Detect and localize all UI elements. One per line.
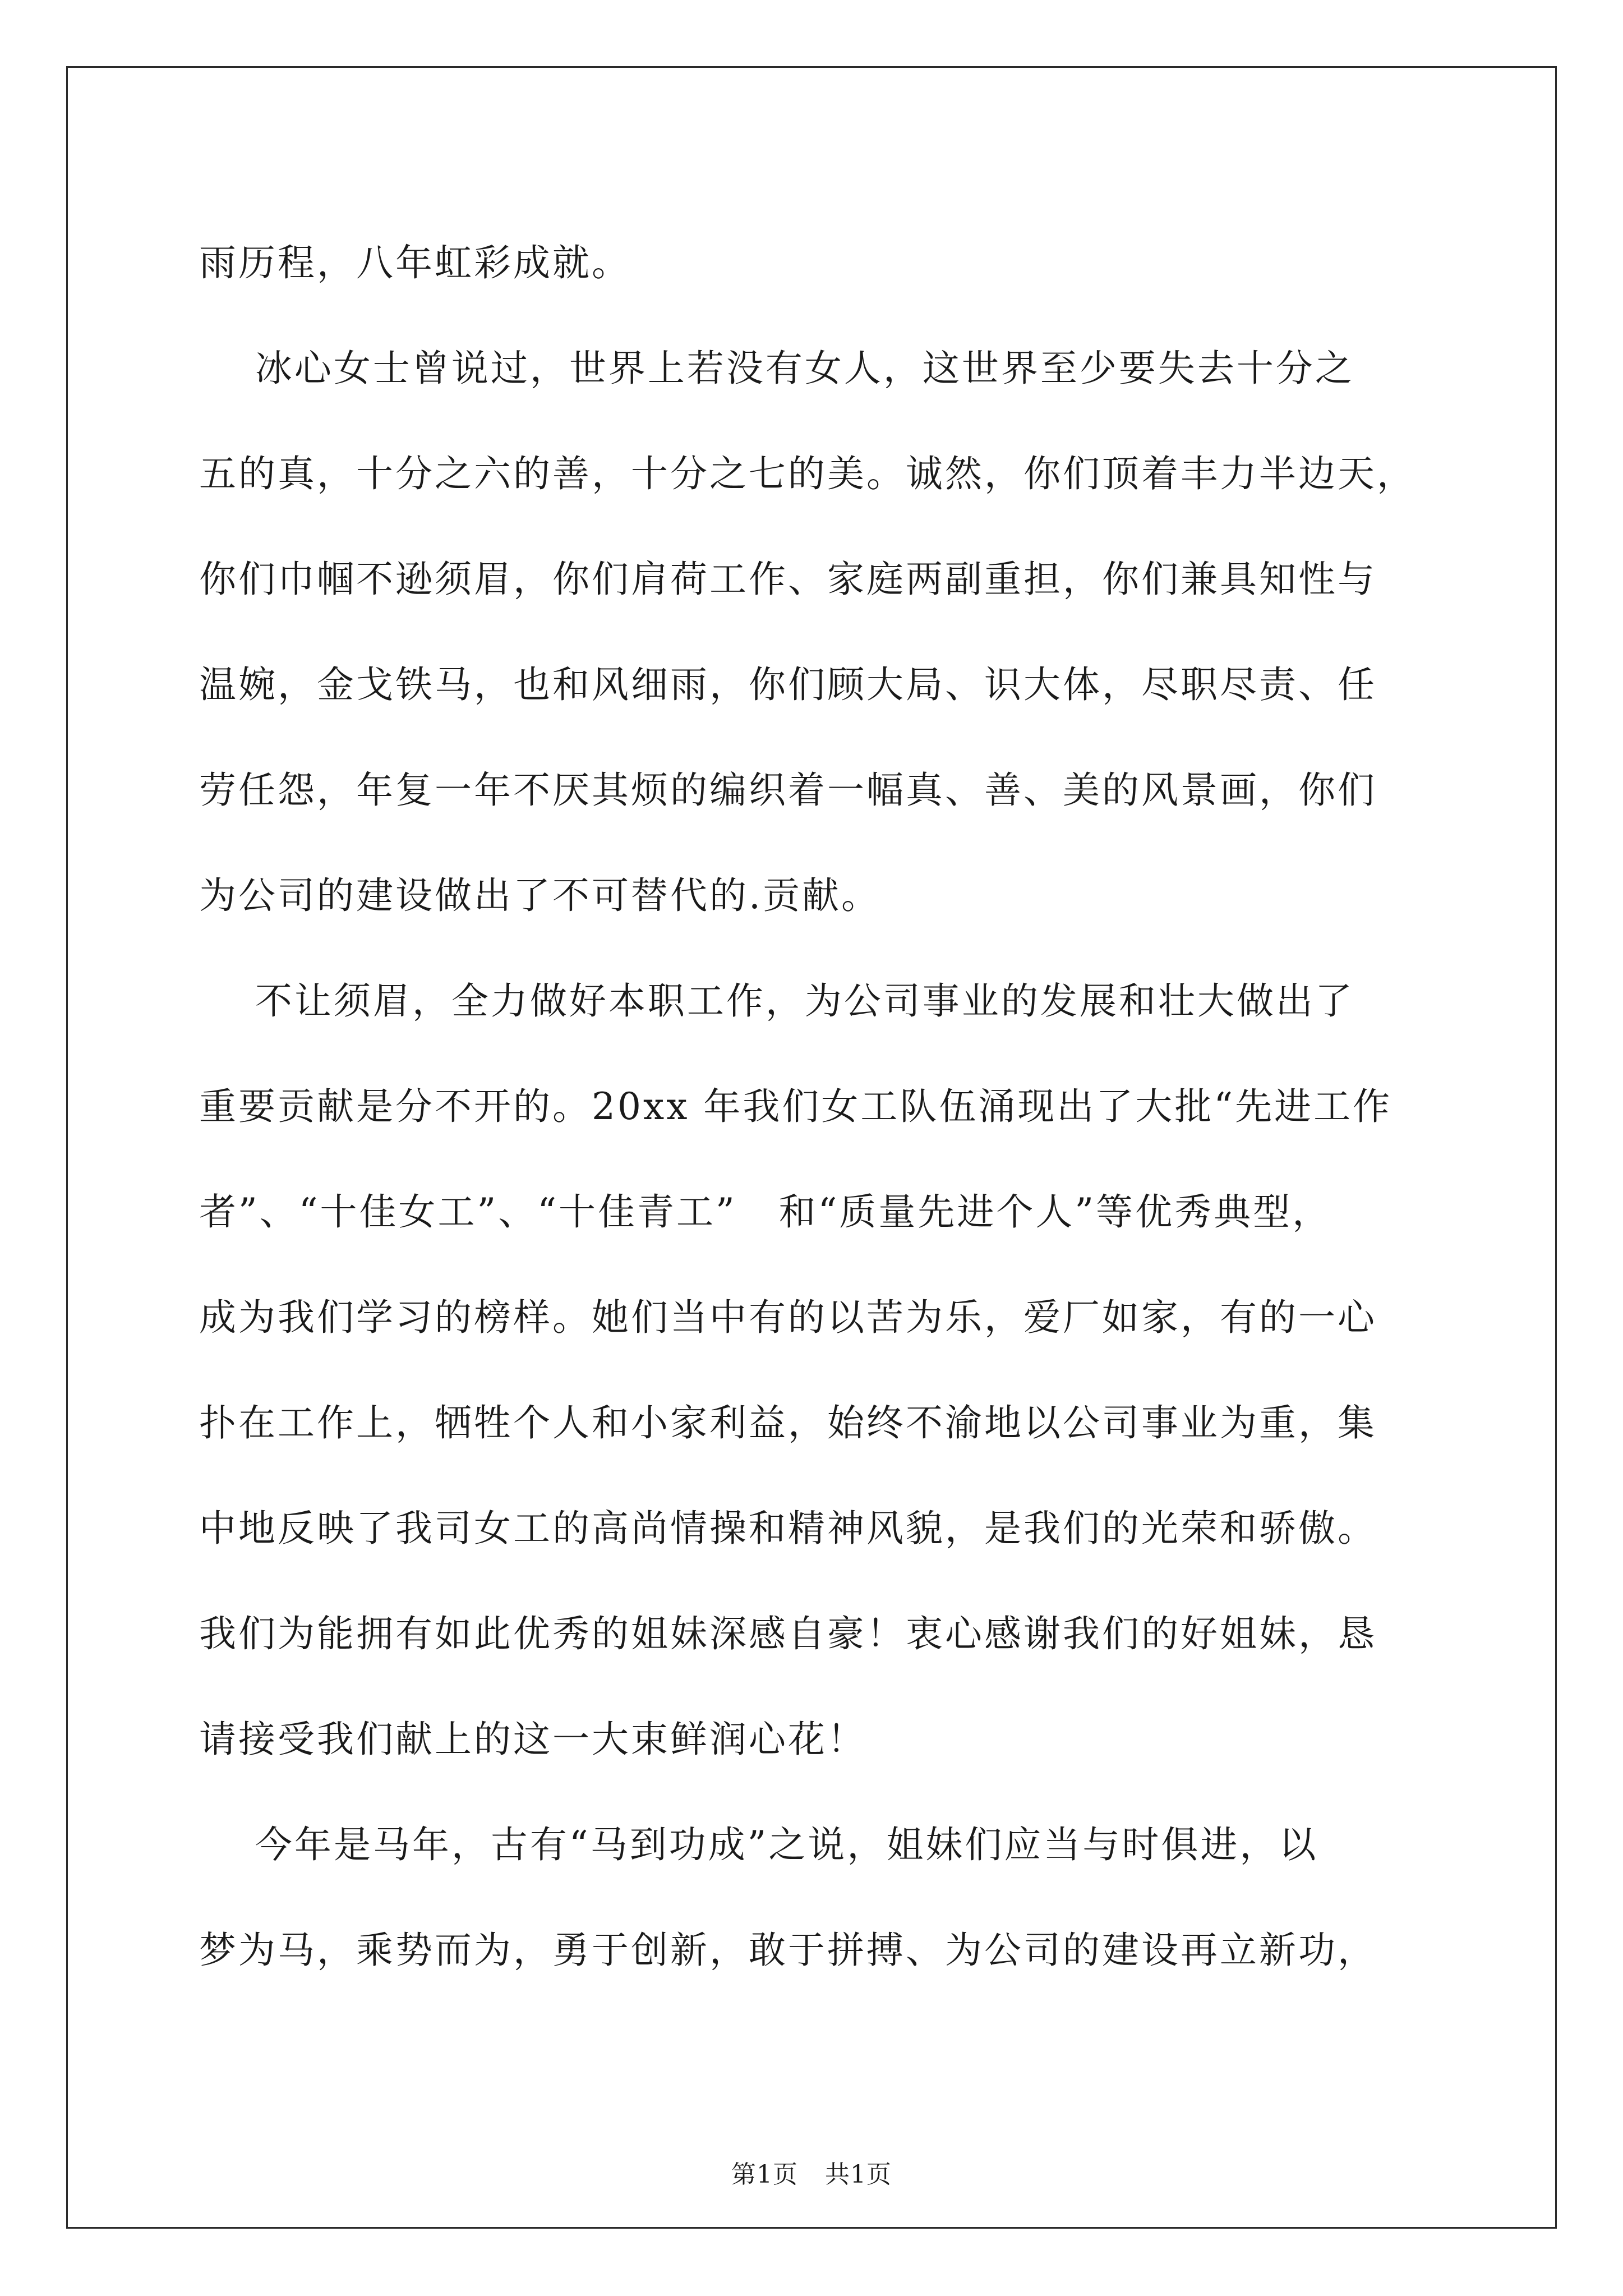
page-footer xyxy=(0,2154,1623,2190)
page-number: 第1页 xyxy=(731,2160,798,2189)
text-line: 温婉，金戈铁马，也和风细雨，你们顾大局、识大体，尽职尽责、任 xyxy=(199,663,1377,706)
page-total: 共1页 xyxy=(825,2160,892,2189)
text-line: 扑在工作上，牺牲个人和小家利益，始终不渝地以公司事业为重，集 xyxy=(199,1401,1377,1444)
document-body xyxy=(199,210,1427,2003)
text-line: 劳任怨，年复一年不厌其烦的编织着一幅真、善、美的风景画，你们 xyxy=(199,769,1377,812)
text-line: 你们巾帼不逊须眉，你们肩荷工作、家庭两副重担，你们兼具知性与 xyxy=(199,558,1377,601)
text-line: 今年是马年，古有“马到功成”之说，姐妹们应当与时俱进，以 xyxy=(199,1823,1318,1866)
text-line: 者”、“十佳女工”、“十佳青工” 和“质量先进个人”等优秀典型， xyxy=(199,1190,1332,1234)
text-line: 我们为能拥有如此优秀的姐妹深感自豪！衷心感谢我们的好姐妹，恳 xyxy=(199,1612,1377,1655)
text-line: 雨历程，八年虹彩成就。 xyxy=(199,241,631,284)
text-line: 请接受我们献上的这一大束鲜润心花！ xyxy=(199,1718,866,1761)
text-line: 五的真，十分之六的善，十分之七的美。诚然，你们顶着丰力半边天， xyxy=(199,452,1416,495)
text-line: 冰心女士曾说过，世界上若没有女人，这世界至少要失去十分之 xyxy=(199,347,1354,390)
text-line: 重要贡献是分不开的。20xx 年我们女工队伍涌现出了大批“先进工作 xyxy=(199,1085,1393,1128)
text-line: 梦为马，乘势而为，勇于创新，敢于拼搏、为公司的建设再立新功， xyxy=(199,1929,1377,1972)
text-line: 成为我们学习的榜样。她们当中有的以苦为乐，爱厂如家，有的一心 xyxy=(199,1296,1377,1339)
text-line: 中地反映了我司女工的高尚情操和精神风貌，是我们的光荣和骄傲。 xyxy=(199,1507,1377,1550)
text-line: 为公司的建设做出了不可替代的.贡献。 xyxy=(199,874,880,917)
text-line: 不让须眉，全力做好本职工作，为公司事业的发展和壮大做出了 xyxy=(199,979,1354,1023)
